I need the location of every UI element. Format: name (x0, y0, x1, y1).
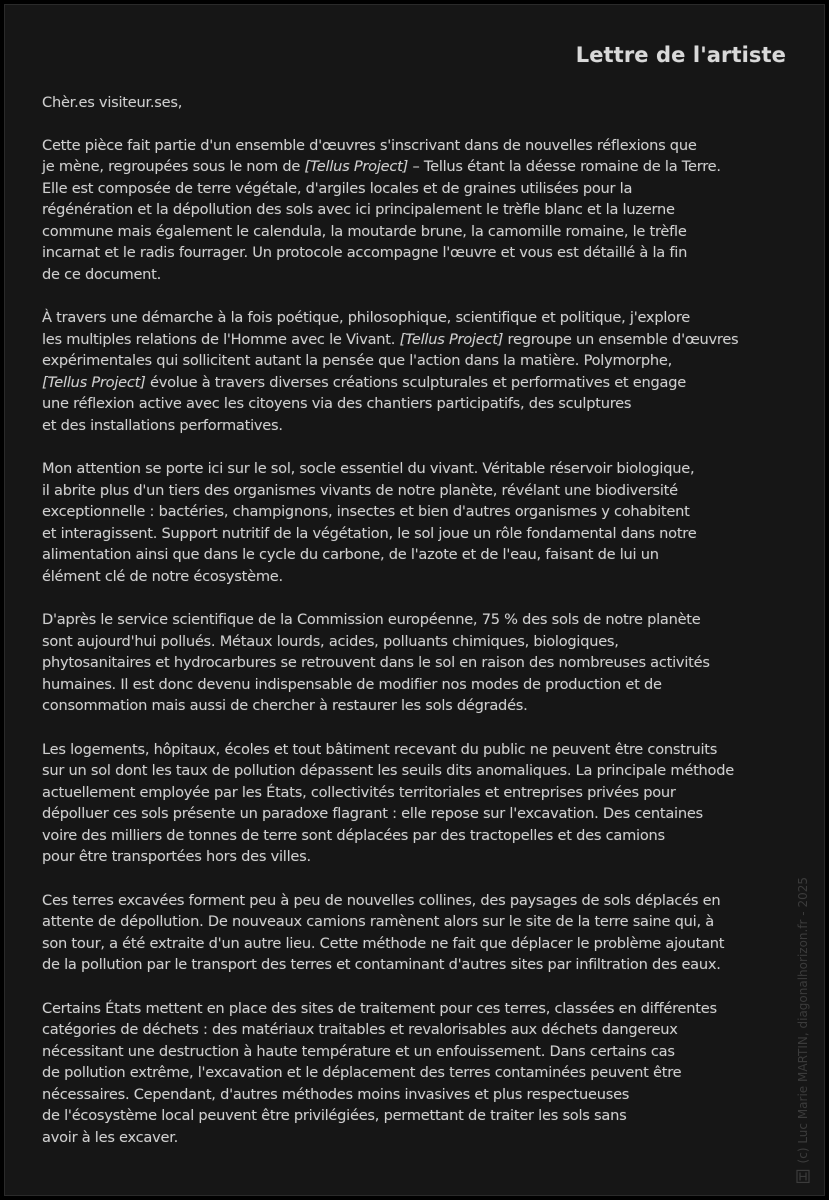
credit-text: (c) Luc Marie MARTIN, diagonalhorizon.fr - 2025 (796, 876, 810, 1163)
text-segment: catégories de déchets : des matériaux traitables et revalorisables aux déchets dangereux (42, 1021, 678, 1038)
text-segment: actuellement employée par les États, collectivités territoriales et entreprises privées pour (42, 783, 676, 801)
text-segment: sur un sol dont les taux de pollution dépassent les seuils dits anomaliques. La principale méthode (42, 762, 734, 779)
paragraph (42, 458, 802, 587)
text-line (42, 264, 802, 286)
project-name: [Tellus Project] (304, 158, 409, 175)
paragraph (42, 135, 802, 286)
letter-sheet (4, 4, 825, 1196)
text-line (42, 652, 802, 674)
text-segment: de pollution extrême, l'excavation et le déplacement des terres contaminées peuvent être (42, 1064, 682, 1081)
text-line (42, 135, 802, 157)
paragraph-list (42, 135, 802, 1149)
text-segment: les multiples relations de l'Homme avec le Vivant. (42, 330, 400, 348)
text-segment: voire des milliers de tonnes de terre sont déplacées par des tractopelles et des camions (42, 826, 665, 844)
text-segment: de ce document. (42, 265, 162, 283)
text-segment: son tour, a été extraite d'un autre lieu. Cette méthode ne fait que déplacer le problème ajoutant (42, 934, 725, 952)
text-line (42, 760, 802, 782)
text-line (42, 1019, 802, 1041)
text-line (42, 954, 802, 976)
paragraph (42, 890, 802, 976)
text-segment: Les logements, hôpitaux, écoles et tout bâtiment recevant du public ne peuvent être construits (42, 740, 718, 758)
text-line (42, 501, 802, 523)
text-segment: de l'écosystème local peuvent être privilégiées, permettant de traiter les sols sans (42, 1107, 627, 1124)
text-line (42, 199, 802, 221)
text-segment: Certains États mettent en place des sites de traitement pour ces terres, classées en différentes (42, 999, 717, 1017)
text-line (42, 178, 802, 200)
text-line (42, 1084, 802, 1106)
photographer-logo-icon (796, 1169, 810, 1183)
text-segment: D'après le service scientifique de la Commission européenne, 75 % des sols de notre planète (42, 611, 701, 628)
text-line (42, 458, 802, 480)
text-segment: exceptionnelle : bactéries, champignons, insectes et bien d'autres organismes y cohabitent (42, 503, 690, 520)
text-line (42, 631, 802, 653)
text-segment: expérimentales qui sollicitent autant la pensée que l'action dans la matière. Polymorphe, (42, 352, 672, 369)
text-line (42, 307, 802, 329)
photo-credit (796, 877, 810, 1183)
text-segment: Ces terres excavées forment peu à peu de nouvelles collines, des paysages de sols déplacés en (42, 891, 721, 909)
text-segment: humaines. Il est donc devenu indispensable de modifier nos modes de production et de (42, 675, 662, 693)
text-line (42, 372, 802, 394)
text-segment: avoir à les excaver. (42, 1128, 179, 1146)
text-segment: – Tellus étant la déesse romaine de la Terre. (408, 158, 721, 175)
text-segment: consommation mais aussi de chercher à restaurer les sols dégradés. (42, 697, 528, 714)
paragraph (42, 609, 802, 717)
text-line (42, 329, 802, 351)
text-segment: sont aujourd'hui pollués. Métaux lourds, acides, polluants chimiques, biologiques, (42, 632, 619, 650)
text-segment: régénération et la dépollution des sols avec ici principalement le trèfle blanc et la luzerne (42, 201, 675, 218)
text-line (42, 523, 802, 545)
text-line (42, 782, 802, 804)
text-segment: incarnat et le radis fourrager. Un protocole accompagne l'œuvre et vous est détaillé à la fin (42, 244, 688, 261)
text-line (42, 846, 802, 868)
text-line (42, 221, 802, 243)
text-segment: élément clé de notre écosystème. (42, 567, 283, 585)
project-name: [Tellus Project] (399, 330, 504, 348)
text-line (42, 911, 802, 933)
text-segment: Cette pièce fait partie d'un ensemble d'œuvres s'inscrivant dans de nouvelles réflexions que (42, 136, 697, 154)
text-line (42, 890, 802, 912)
text-line (42, 156, 802, 178)
text-segment: de la pollution par le transport des terres et contaminant d'autres sites par infiltration des eaux. (42, 956, 721, 973)
paragraph (42, 307, 802, 436)
text-segment: et interagissent. Support nutritif de la végétation, le sol joue un rôle fondamental dans notre (42, 524, 697, 542)
text-line (42, 998, 802, 1020)
text-segment: Mon attention se porte ici sur le sol, socle essentiel du vivant. Véritable réservoir biologique, (42, 460, 695, 477)
text-line (42, 242, 802, 264)
text-line (42, 480, 802, 502)
text-line (42, 803, 802, 825)
text-line (42, 609, 802, 631)
text-segment: commune mais également le calendula, la moutarde brune, la camomille romaine, le trèfle (42, 222, 687, 240)
text-segment: évolue à travers diverses créations sculpturales et performatives et engage (145, 373, 686, 391)
text-segment: regroupe un ensemble d'œuvres (503, 330, 739, 348)
text-line (42, 544, 802, 566)
text-segment: et des installations performatives. (42, 416, 283, 434)
text-line (42, 1062, 802, 1084)
text-line (42, 566, 802, 588)
text-line (42, 1127, 802, 1149)
text-segment: nécessitant une destruction à haute température et un enfouissement. Dans certains cas (42, 1042, 675, 1060)
text-line (42, 933, 802, 955)
text-segment: attente de dépollution. De nouveaux camions ramènent alors sur le site de la terre saine qui, à (42, 913, 714, 930)
text-line (42, 1041, 802, 1063)
text-line (42, 674, 802, 696)
paragraph (42, 739, 802, 868)
text-line (42, 825, 802, 847)
project-name: [Tellus Project] (42, 373, 146, 391)
text-segment: une réflexion active avec les citoyens via des chantiers participatifs, des sculptures (42, 395, 632, 412)
text-line (42, 350, 802, 372)
letter-body (42, 92, 802, 1170)
text-segment: phytosanitaires et hydrocarbures se retrouvent dans le sol en raison des nombreuses activités (42, 654, 710, 671)
text-line (42, 393, 802, 415)
text-line (42, 695, 802, 717)
text-segment: dépolluer ces sols présente un paradoxe flagrant : elle repose sur l'excavation. Des centaines (42, 805, 703, 822)
text-segment: je mène, regroupées sous le nom de (42, 158, 305, 175)
text-segment: il abrite plus d'un tiers des organismes vivants de notre planète, révélant une biodiversité (42, 481, 678, 499)
text-segment: À travers une démarche à la fois poétique, philosophique, scientifique et politique, j'explore (42, 309, 690, 326)
salutation: Chèr.es visiteur.ses, (42, 94, 183, 111)
text-line (42, 739, 802, 761)
text-line (42, 415, 802, 437)
text-segment: alimentation ainsi que dans le cycle du carbone, de l'azote et de l'eau, faisant de lui un (42, 546, 659, 563)
text-segment: nécessaires. Cependant, d'autres méthodes moins invasives et plus respectueuses (42, 1085, 630, 1103)
paragraph (42, 998, 802, 1149)
page-title: Lettre de l'artiste (575, 43, 786, 67)
text-segment: Elle est composée de terre végétale, d'argiles locales et de graines utilisées pour la (42, 179, 633, 197)
text-segment: pour être transportées hors des villes. (42, 848, 311, 865)
text-line (42, 1105, 802, 1127)
